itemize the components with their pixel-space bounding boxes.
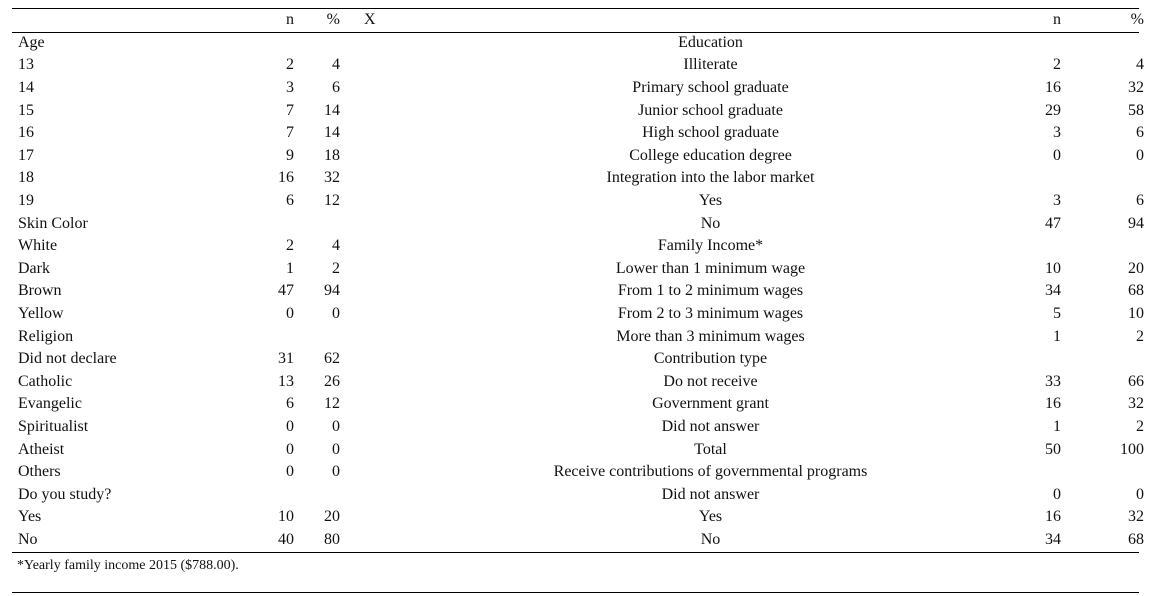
left-label-cell: 18 [18, 169, 34, 187]
right-n-cell: 0 [1053, 485, 1061, 503]
right-label-cell: Yes [698, 192, 723, 210]
right-n-cell: 34 [1045, 530, 1061, 548]
right-pct-cell: 100 [1120, 440, 1144, 458]
right-label-cell: From 1 to 2 minimum wages [617, 282, 804, 300]
spacer-cell [340, 438, 386, 461]
right-n-cell [1013, 348, 1061, 371]
left-n-cell [236, 212, 294, 235]
spacer-cell [340, 303, 386, 326]
right-n-cell: 1 [1053, 327, 1061, 345]
left-n-cell: 9 [286, 146, 294, 164]
right-pct-cell: 6 [1136, 192, 1144, 210]
right-n-cell: 3 [1053, 192, 1061, 210]
left-pct-cell: 2 [332, 259, 340, 277]
table-row [12, 348, 1154, 371]
table-row [12, 461, 1154, 484]
right-label-cell: Did not answer [661, 485, 760, 503]
table-row [12, 145, 1154, 168]
right-pct-cell: 68 [1128, 530, 1144, 548]
right-label-cell: Family Income* [657, 237, 764, 255]
right-label-cell: Primary school graduate [632, 79, 789, 97]
table-row [12, 325, 1154, 348]
right-label-cell: From 2 to 3 minimum wages [617, 305, 804, 323]
left-label-cell: 15 [18, 101, 34, 119]
right-pct-cell: 0 [1136, 146, 1144, 164]
left-n-cell: 1 [286, 259, 294, 277]
right-pct-cell: 2 [1136, 417, 1144, 435]
right-label-cell: More than 3 minimum wages [616, 327, 805, 345]
spacer-cell [340, 145, 386, 168]
spacer-cell [340, 280, 386, 303]
right-label-cell: No [700, 214, 721, 232]
header-row [12, 9, 1154, 32]
right-pct-cell: 94 [1128, 214, 1144, 232]
header-pct-left: % [326, 11, 340, 29]
header-n-right: n [1053, 11, 1061, 29]
left-pct-cell: 6 [332, 79, 340, 97]
left-n-cell: 13 [278, 372, 294, 390]
right-label-cell: Total [694, 440, 727, 458]
right-label-cell: Junior school graduate [638, 101, 783, 119]
spacer-cell [340, 32, 386, 55]
spacer-cell [340, 529, 386, 552]
right-n-cell [1013, 235, 1061, 258]
table-row [12, 438, 1154, 461]
right-n-cell: 50 [1045, 440, 1061, 458]
left-n-cell: 6 [286, 395, 294, 413]
left-n-cell [236, 325, 294, 348]
left-pct-cell: 0 [332, 305, 340, 323]
left-label-cell: Others [18, 463, 61, 481]
left-n-cell: 40 [278, 530, 294, 548]
left-pct-cell: 32 [324, 169, 340, 187]
right-label-cell: Integration into the labor market [606, 169, 815, 187]
spacer-cell [340, 99, 386, 122]
left-n-cell: 3 [286, 79, 294, 97]
left-label-cell: Do you study? [18, 485, 112, 503]
right-pct-cell: 68 [1128, 282, 1144, 300]
left-pct-cell: 62 [324, 350, 340, 368]
table-row [12, 258, 1154, 281]
right-label-cell: Contribution type [653, 350, 768, 368]
spacer-cell [340, 348, 386, 371]
left-label-cell: Evangelic [18, 395, 82, 413]
left-pct-cell: 80 [324, 530, 340, 548]
right-n-cell: 2 [1053, 56, 1061, 74]
right-pct-cell: 2 [1136, 327, 1144, 345]
right-pct-cell: 32 [1128, 79, 1144, 97]
right-label-cell: Did not answer [661, 417, 760, 435]
right-n-cell: 29 [1045, 101, 1061, 119]
header-empty [12, 9, 236, 32]
right-label-cell: Illiterate [683, 56, 738, 74]
right-n-cell: 16 [1045, 508, 1061, 526]
table-row [12, 371, 1154, 394]
left-label-cell: Yellow [18, 305, 64, 323]
right-label-cell: Receive contributions of governmental programs [553, 463, 868, 481]
right-pct-cell [1061, 235, 1154, 258]
spacer-cell [340, 77, 386, 100]
header-n-left: n [286, 11, 294, 29]
right-label-cell: Yes [698, 508, 723, 526]
left-pct-cell: 0 [332, 463, 340, 481]
right-label-cell: Lower than 1 minimum wage [615, 259, 806, 277]
right-n-cell: 10 [1045, 259, 1061, 277]
spacer-cell [340, 212, 386, 235]
right-n-cell: 1 [1053, 417, 1061, 435]
right-n-cell: 34 [1045, 282, 1061, 300]
left-pct-cell: 94 [324, 282, 340, 300]
table-row [12, 99, 1154, 122]
table-row [12, 303, 1154, 326]
right-n-cell: 5 [1053, 305, 1061, 323]
right-label-cell: High school graduate [642, 124, 779, 142]
table-row [12, 122, 1154, 145]
left-label-cell: 14 [18, 79, 34, 97]
left-pct-cell: 0 [332, 440, 340, 458]
table-row [12, 167, 1154, 190]
right-pct-cell: 4 [1136, 56, 1144, 74]
spacer-cell [340, 416, 386, 439]
right-n-cell: 3 [1053, 124, 1061, 142]
right-n-cell: 47 [1045, 214, 1061, 232]
left-label-cell: 17 [18, 146, 34, 164]
left-pct-cell: 4 [332, 237, 340, 255]
table-row [12, 483, 1154, 506]
spacer-cell [340, 506, 386, 529]
table-row [12, 393, 1154, 416]
left-n-cell: 16 [278, 169, 294, 187]
left-n-cell: 10 [278, 508, 294, 526]
spacer-cell [340, 190, 386, 213]
left-n-cell: 0 [286, 440, 294, 458]
left-pct-cell [294, 32, 340, 55]
left-n-cell: 2 [286, 56, 294, 74]
left-n-cell: 6 [286, 192, 294, 210]
left-n-cell: 31 [278, 350, 294, 368]
left-label-cell: 13 [18, 56, 34, 74]
left-n-cell: 0 [286, 463, 294, 481]
left-label-cell: Age [18, 33, 45, 51]
left-pct-cell: 26 [324, 372, 340, 390]
left-n-cell: 2 [286, 237, 294, 255]
left-label-cell: Brown [18, 282, 62, 300]
right-label-cell: Government grant [652, 395, 769, 413]
left-pct-cell: 12 [324, 192, 340, 210]
left-n-cell: 7 [286, 124, 294, 142]
left-pct-cell [294, 212, 340, 235]
right-pct-cell: 66 [1128, 372, 1144, 390]
spacer-cell [340, 122, 386, 145]
left-label-cell: Did not declare [18, 350, 117, 368]
right-pct-cell: 6 [1136, 124, 1144, 142]
left-label-cell: 16 [18, 124, 34, 142]
spacer-cell [340, 258, 386, 281]
left-label-cell: Atheist [18, 440, 65, 458]
header-pct-right: % [1130, 11, 1144, 29]
table-row [12, 529, 1154, 552]
spacer-cell [340, 461, 386, 484]
footnote: *Yearly family income 2015 ($788.00). [17, 558, 239, 573]
right-pct-cell: 20 [1128, 259, 1144, 277]
table-row [12, 32, 1154, 55]
left-pct-cell: 4 [332, 56, 340, 74]
spacer-cell [340, 483, 386, 506]
right-n-cell: 16 [1045, 79, 1061, 97]
table-bottom-rule [12, 552, 1139, 553]
left-label-cell: No [18, 530, 38, 548]
spacer-cell [340, 371, 386, 394]
spacer-cell [340, 167, 386, 190]
left-label-cell: Skin Color [18, 214, 88, 232]
right-n-cell [1013, 461, 1061, 484]
right-n-cell [1013, 32, 1061, 55]
right-label-cell: Education [678, 33, 743, 51]
table-row [12, 235, 1154, 258]
spacer-cell [340, 325, 386, 348]
left-n-cell: 0 [286, 417, 294, 435]
left-label-cell: 19 [18, 192, 34, 210]
table-row [12, 280, 1154, 303]
right-pct-cell [1061, 32, 1154, 55]
left-label-cell: Dark [18, 259, 50, 277]
right-n-cell [1013, 167, 1061, 190]
left-n-cell: 7 [286, 101, 294, 119]
left-pct-cell: 0 [332, 417, 340, 435]
right-pct-cell: 32 [1128, 508, 1144, 526]
left-pct-cell [294, 483, 340, 506]
table-row [12, 212, 1154, 235]
right-n-cell: 0 [1053, 146, 1061, 164]
right-pct-cell: 32 [1128, 395, 1144, 413]
left-label-cell: White [18, 237, 58, 255]
left-label-cell: Spiritualist [18, 417, 89, 435]
right-n-cell: 16 [1045, 395, 1061, 413]
left-n-cell [236, 483, 294, 506]
left-label-cell: Yes [18, 508, 42, 526]
left-n-cell: 47 [278, 282, 294, 300]
spacer-cell [340, 393, 386, 416]
left-label-cell: Catholic [18, 372, 73, 390]
table-row [12, 54, 1154, 77]
right-n-cell: 33 [1045, 372, 1061, 390]
right-label-cell: No [700, 530, 721, 548]
table-row [12, 190, 1154, 213]
footnote-rule [12, 592, 1139, 593]
left-n-cell: 0 [286, 305, 294, 323]
right-label-cell: College education degree [629, 146, 792, 164]
left-label-cell: Religion [18, 327, 74, 345]
table-row [12, 77, 1154, 100]
table-row [12, 506, 1154, 529]
table-row [12, 416, 1154, 439]
right-pct-cell [1061, 348, 1154, 371]
left-pct-cell: 14 [324, 101, 340, 119]
right-pct-cell: 0 [1136, 485, 1144, 503]
spacer-cell [340, 235, 386, 258]
left-pct-cell: 20 [324, 508, 340, 526]
header-x: X [364, 11, 376, 29]
demographics-table [12, 9, 1154, 551]
right-pct-cell [1061, 461, 1154, 484]
header-empty-right [386, 9, 1013, 32]
right-pct-cell: 58 [1128, 101, 1144, 119]
right-pct-cell: 10 [1128, 305, 1144, 323]
left-pct-cell: 12 [324, 395, 340, 413]
right-pct-cell [1061, 167, 1154, 190]
left-n-cell [236, 32, 294, 55]
left-pct-cell [294, 325, 340, 348]
left-pct-cell: 14 [324, 124, 340, 142]
right-label-cell: Do not receive [663, 372, 758, 390]
spacer-cell [340, 54, 386, 77]
left-pct-cell: 18 [324, 146, 340, 164]
